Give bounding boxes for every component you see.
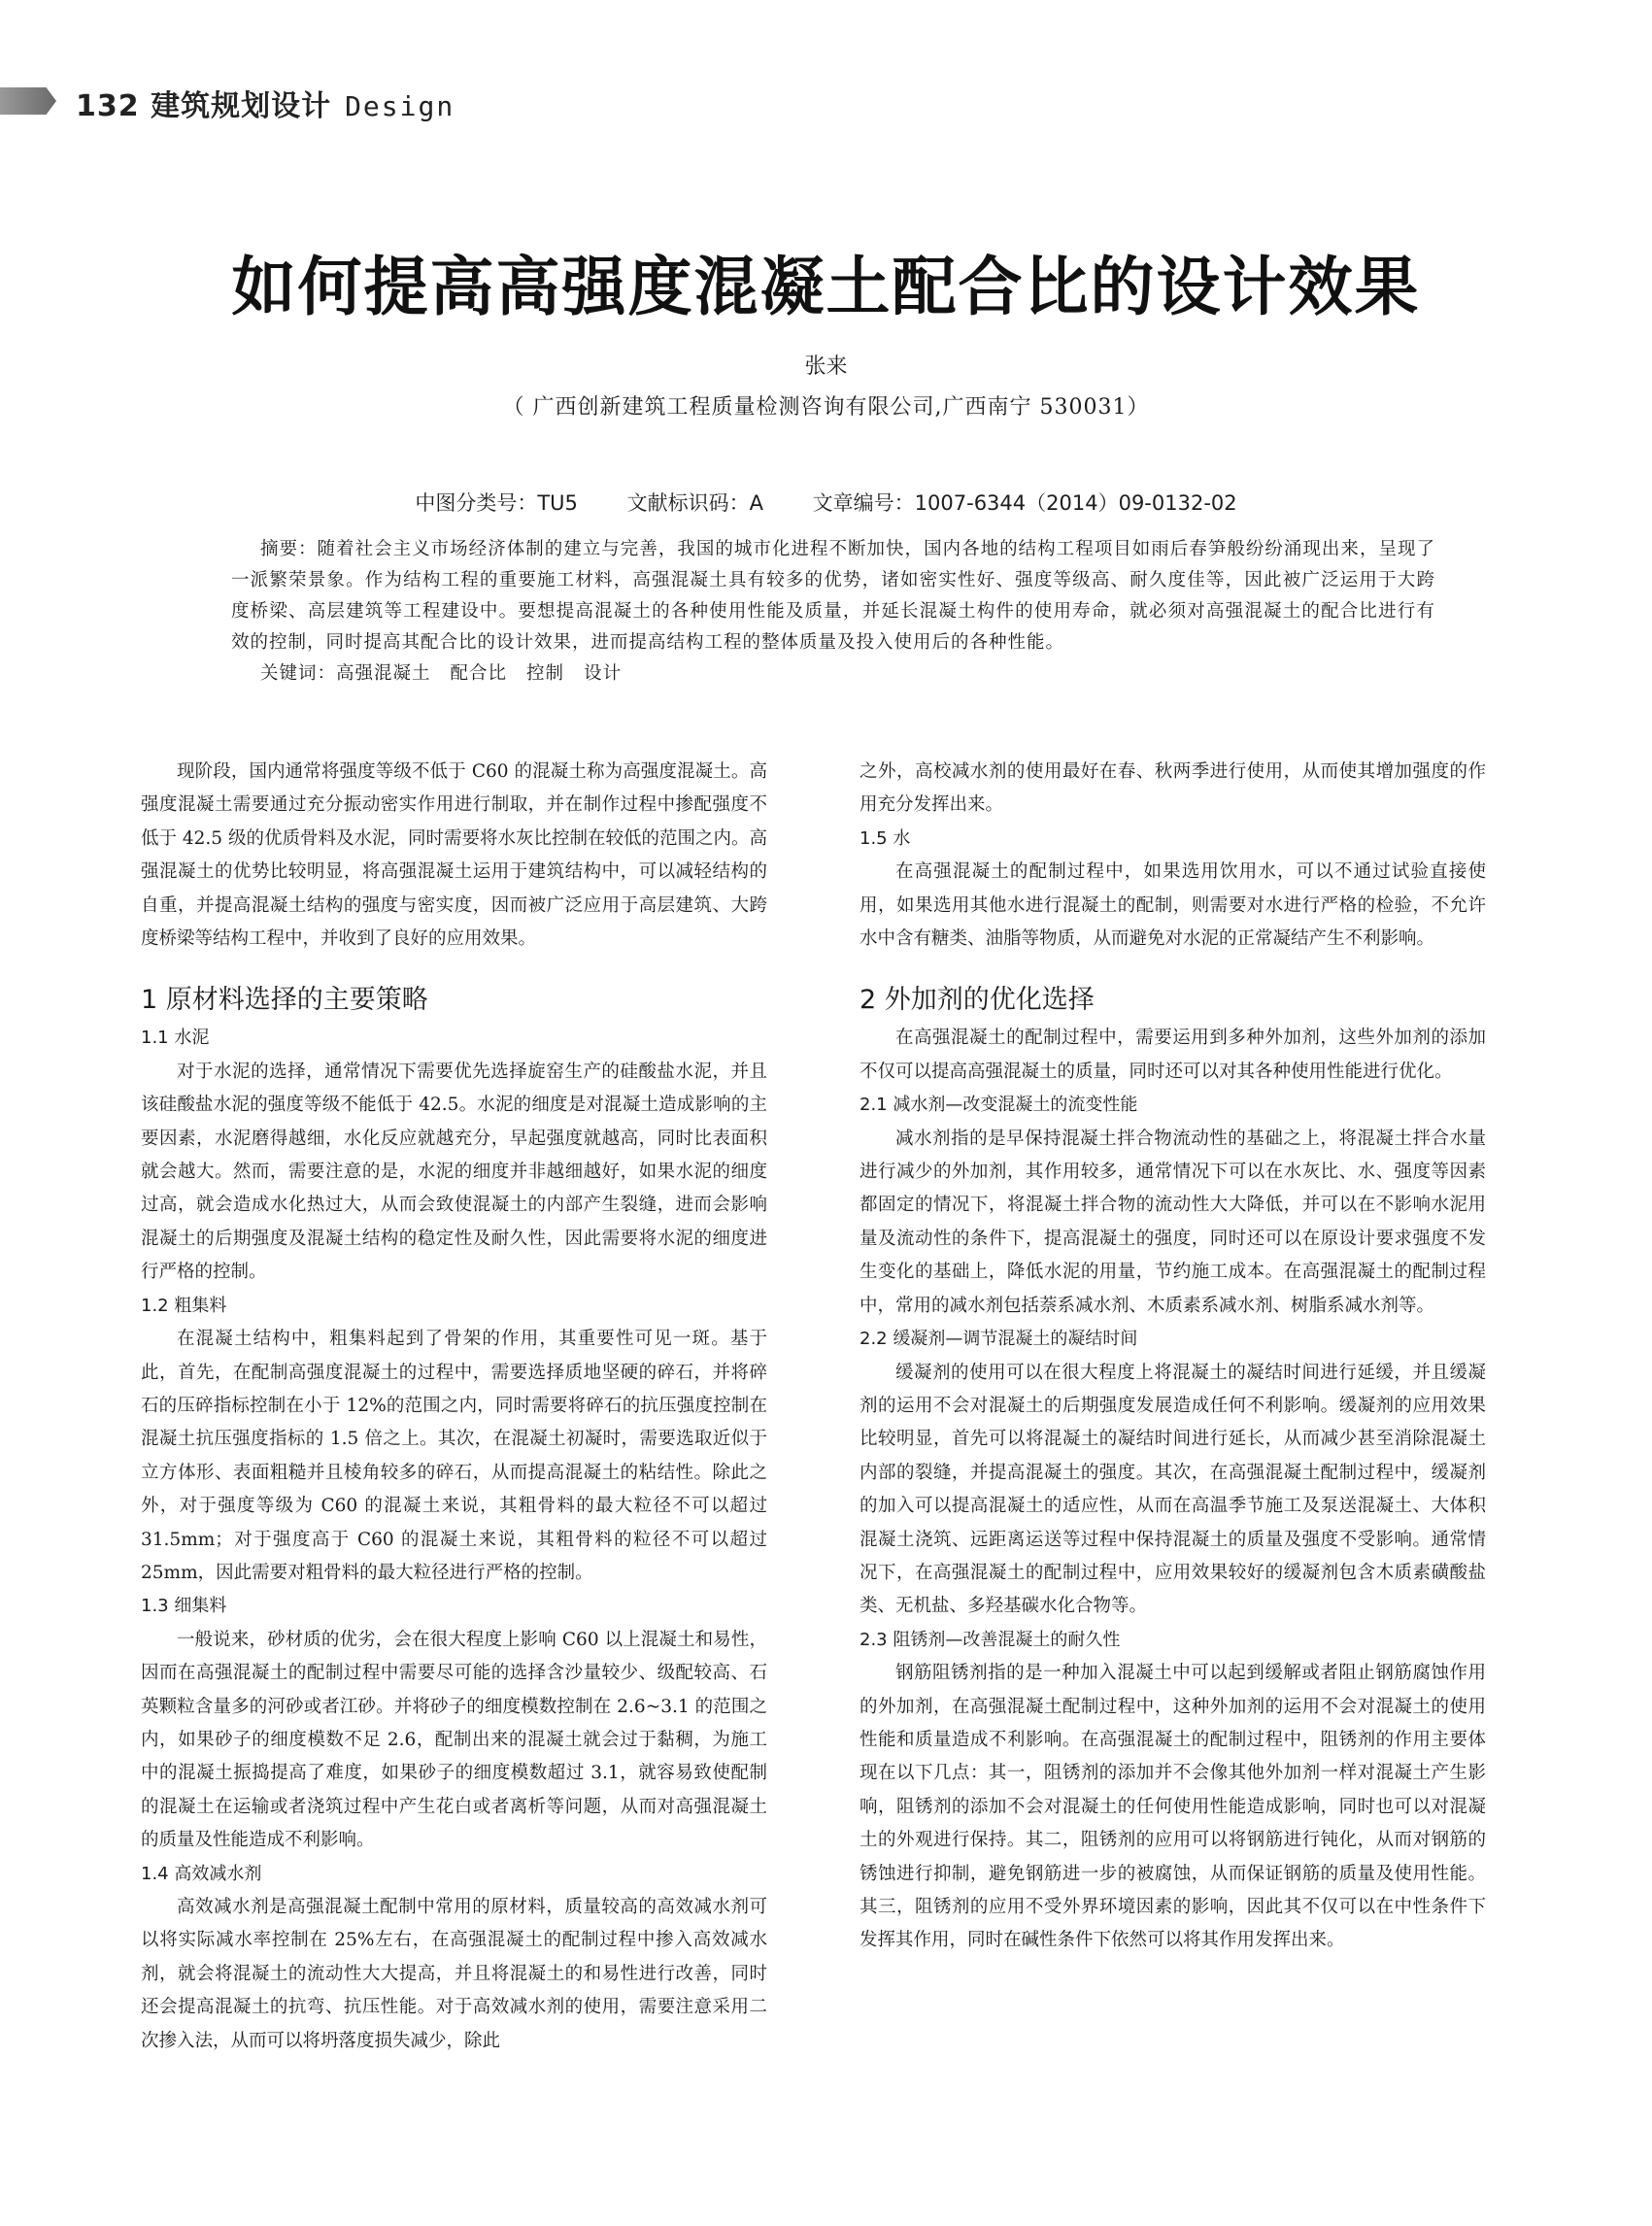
keyword: 配合比: [450, 663, 508, 684]
subsection-heading: 1.4 高效减水剂: [141, 1863, 262, 1884]
body-paragraph: 对于水泥的选择，通常情况下需要优先选择旋窑生产的硅酸盐水泥，并且该硅酸盐水泥的强度等级不能低于 42.5。水泥的细度是对混凝土造成影响的主要因素，水泥磨得越细，水化反应就越充分，早起强度就越高，同时比表面积就会越大。然而，需要注意的是，水泥的细度并非越细越好，如果水泥的细度过高，就会造成水化热过大，从而会致使混凝土的内部产生裂缝，进而会影响混凝土的后期强度及混凝土结构的稳定性及耐久性，因此需要将水泥的细度进行严格的控制。: [141, 1061, 767, 1283]
subsection-heading: 2.1 减水剂—改变混凝土的流变性能: [860, 1095, 1138, 1116]
author-name: 张来: [804, 354, 848, 379]
subsection-heading: 1.2 粗集料: [141, 1295, 227, 1316]
page-header: [0, 78, 680, 124]
intro-paragraph: 现阶段，国内通常将强度等级不低于 C60 的混凝土称为高强度混凝土。高强度混凝土需要通过充分振动密实作用进行制取，并在制作过程中掺配强度不低于 42.5 级的优质骨料及水泥，同时需要将水灰比控制在较低的范围之内。高强混凝土的优势比较明显，将高强混凝土运用于建筑结构中，可以减轻结构的自重，并提高混凝土结构的强度与密实度，因而被广泛应用于高层建筑、大跨度桥梁等结构工程中，并收到了良好的应用效果。: [141, 761, 767, 950]
keyword: 高强混凝土: [336, 663, 431, 684]
right-column: [860, 756, 1486, 1958]
body-paragraph: 在混凝土结构中，粗集料起到了骨架的作用，其重要性可见一斑。基于此，首先，在配制高强度混凝土的过程中，需要选择质地坚硬的碎石，并将碎石的压碎指标控制在小于 12%的范围之内，同时需要将碎石的抗压强度控制在混凝土抗压强度指标的 1.5 倍之上。其次，在混凝土初凝时，需要选取近似于立方体形、表面粗糙并且棱角较多的碎石，从而提高混凝土的粘结性。除此之外，对于强度等级为 C60 的混凝土来说，其粗骨料的最大粒径不可以超过 31.5mm；对于强度高于 C60 的混凝土来说，其粗骨料的粒径不可以超过 25mm，因此需要对粗骨料的最大粒径进行严格的控制。: [141, 1329, 767, 1583]
subsection-heading: 1.5 水: [860, 827, 911, 849]
article-title: 如何提高高强度混凝土配合比的设计效果: [231, 249, 1421, 324]
column-name-en: Design: [345, 90, 455, 122]
body-paragraph: 一般说来，砂材质的优劣，会在很大程度上影响 C60 以上混凝土和易性，因而在高强混凝土的配制过程中需要尽可能的选择含沙量较少、级配较高、石英颗粒含量多的河砂或者江砂。并将砂子的细度模数控制在 2.6~3.1 的范围之内，如果砂子的细度模数不足 2.6，配制出来的混凝土就会过于黏稠，为施工中的混凝土振捣提高了难度，如果砂子的细度模数超过 3.1，就容易致使配制的混凝土在运输或者浇筑过程中产生花白或者离析等问题，从而对高强混凝土的质量及性能造成不利影响。: [141, 1629, 767, 1851]
body-paragraph-continued: 之外，高校减水剂的使用最好在春、秋两季进行使用，从而使其增加强度的作用充分发挥出来。: [860, 761, 1486, 816]
body-paragraph: 在高强混凝土的配制过程中，如果选用饮用水，可以不通过试验直接使用，如果选用其他水进行混凝土的配制，则需要对水进行严格的检验，不允许水中含有糖类、油脂等物质，从而避免对水泥的正常凝结产生不利影响。: [860, 861, 1486, 950]
subsection-heading: 1.1 水泥: [141, 1028, 210, 1049]
section-heading: 1 原材料选择的主要策略: [141, 985, 428, 1016]
keyword: 控制: [526, 663, 565, 684]
body-paragraph: 钢筋阻锈剂指的是一种加入混凝土中可以起到缓解或者阻止钢筋腐蚀作用的外加剂，在高强混凝土配制过程中，这种外加剂的运用不会对混凝土的使用性能和质量造成不利影响。在高强混凝土的配制过程中，阻锈剂的作用主要体现在以下几点：其一，阻锈剂的添加并不会像其他外加剂一样对混凝土产生影响，阻锈剂的添加不会对混凝土的任何使用性能造成影响，同时也可以对混凝土的外观进行保持。其二，阻锈剂的应用可以将钢筋进行钝化，从而对钢筋的锈蚀进行抑制，避免钢筋进一步的被腐蚀，从而保证钢筋的质量及使用性能。其三，阻锈剂的应用不受外界环境因素的影响，因此其不仅可以在中性条件下发挥其作用，同时在碱性条件下依然可以将其作用发挥出来。: [860, 1663, 1486, 1951]
abstract-block: [231, 534, 1435, 690]
keyword: 设计: [584, 663, 623, 684]
article-number: 文章编号：1007-6344（2014）09-0132-02: [812, 491, 1237, 515]
header-arrow-icon: [0, 87, 56, 115]
subsection-heading: 1.3 细集料: [141, 1596, 227, 1617]
subsection-heading: 2.3 阻锈剂—改善混凝土的耐久性: [860, 1629, 1121, 1650]
author-affiliation: （ 广西创新建筑工程质量检测咨询有限公司,广西南宁 530031）: [502, 395, 1150, 420]
clc-number: 中图分类号：TU5: [415, 491, 578, 515]
column-name: 建筑规划设计: [151, 89, 332, 123]
page-number: 132: [76, 89, 140, 123]
body-paragraph: 高效减水剂是高强混凝土配制中常用的原材料，质量较高的高效减水剂可以将实际减水率控制在 25%左右，在高强混凝土的配制过程中掺入高效减水剂，就会将混凝土的流动性大大提高，并且将混凝土的和易性进行改善，同时还会提高混凝土的抗弯、抗压性能。对于高效减水剂的使用，需要注意采用二次掺入法，从而可以将坍落度损失减少，除此: [141, 1897, 767, 2051]
body-paragraph: 减水剂指的是早保持混凝土拌合物流动性的基础之上，将混凝土拌合水量进行减少的外加剂，其作用较多，通常情况下可以在水灰比、水、强度等因素都固定的情况下，将混凝土拌合物的流动性大大降低，并可以在不影响水泥用量及流动性的条件下，提高混凝土的强度，同时还可以在原设计要求强度不发生变化的基础上，降低水泥的用量，节约施工成本。在高强混凝土的配制过程中，常用的减水剂包括萘系减水剂、木质素系减水剂、树脂系减水剂等。: [860, 1128, 1486, 1316]
left-column: [141, 756, 767, 2058]
keywords: [231, 658, 1435, 690]
section-heading: 2 外加剂的优化选择: [860, 985, 1095, 1016]
keywords-label: 关键词：: [260, 663, 337, 684]
document-code: 文献标识码：A: [626, 491, 763, 515]
body-paragraph: 缓凝剂的使用可以在很大程度上将混凝土的凝结时间进行延缓，并且缓凝剂的运用不会对混凝土的后期强度发展造成任何不利影响。缓凝剂的应用效果比较明显，首先可以将混凝土的凝结时间进行延长，从而减少甚至消除混凝土内部的裂缝，并提高混凝土的强度。其次，在高强混凝土配制过程中，缓凝剂的加入可以提高混凝土的适应性，从而在高温季节施工及泵送混凝土、大体积混凝土浇筑、远距离运送等过程中保持混凝土的质量及强度不受影响。通常情况下，在高强混凝土的配制过程中，应用效果较好的缓凝剂包含木质素磺酸盐类、无机盐、多羟基碳水化合物等。: [860, 1362, 1486, 1617]
abstract-text: 摘要：随着社会主义市场经济体制的建立与完善，我国的城市化进程不断加快，国内各地的结构工程项目如雨后春笋般纷纷涌现出来，呈现了一派繁荣景象。作为结构工程的重要施工材料，高强混凝土具有较多的优势，诸如密实性好、强度等级高、耐久度佳等，因此被广泛运用于大跨度桥梁、高层建筑等工程建设中。要想提高混凝土的各种使用性能及质量，并延长混凝土构件的使用寿命，就必须对高强混凝土的配合比进行有效的控制，同时提高其配合比的设计效果，进而提高结构工程的整体质量及投入使用后的各种性能。: [231, 539, 1435, 653]
body-paragraph: 在高强混凝土的配制过程中，需要运用到多种外加剂，这些外加剂的添加不仅可以提高高强混凝土的质量，同时还可以对其各种使用性能进行优化。: [860, 1028, 1486, 1082]
classification-line: [0, 488, 1652, 517]
subsection-heading: 2.2 缓凝剂—调节混凝土的凝结时间: [860, 1329, 1138, 1350]
running-head: [76, 82, 455, 124]
